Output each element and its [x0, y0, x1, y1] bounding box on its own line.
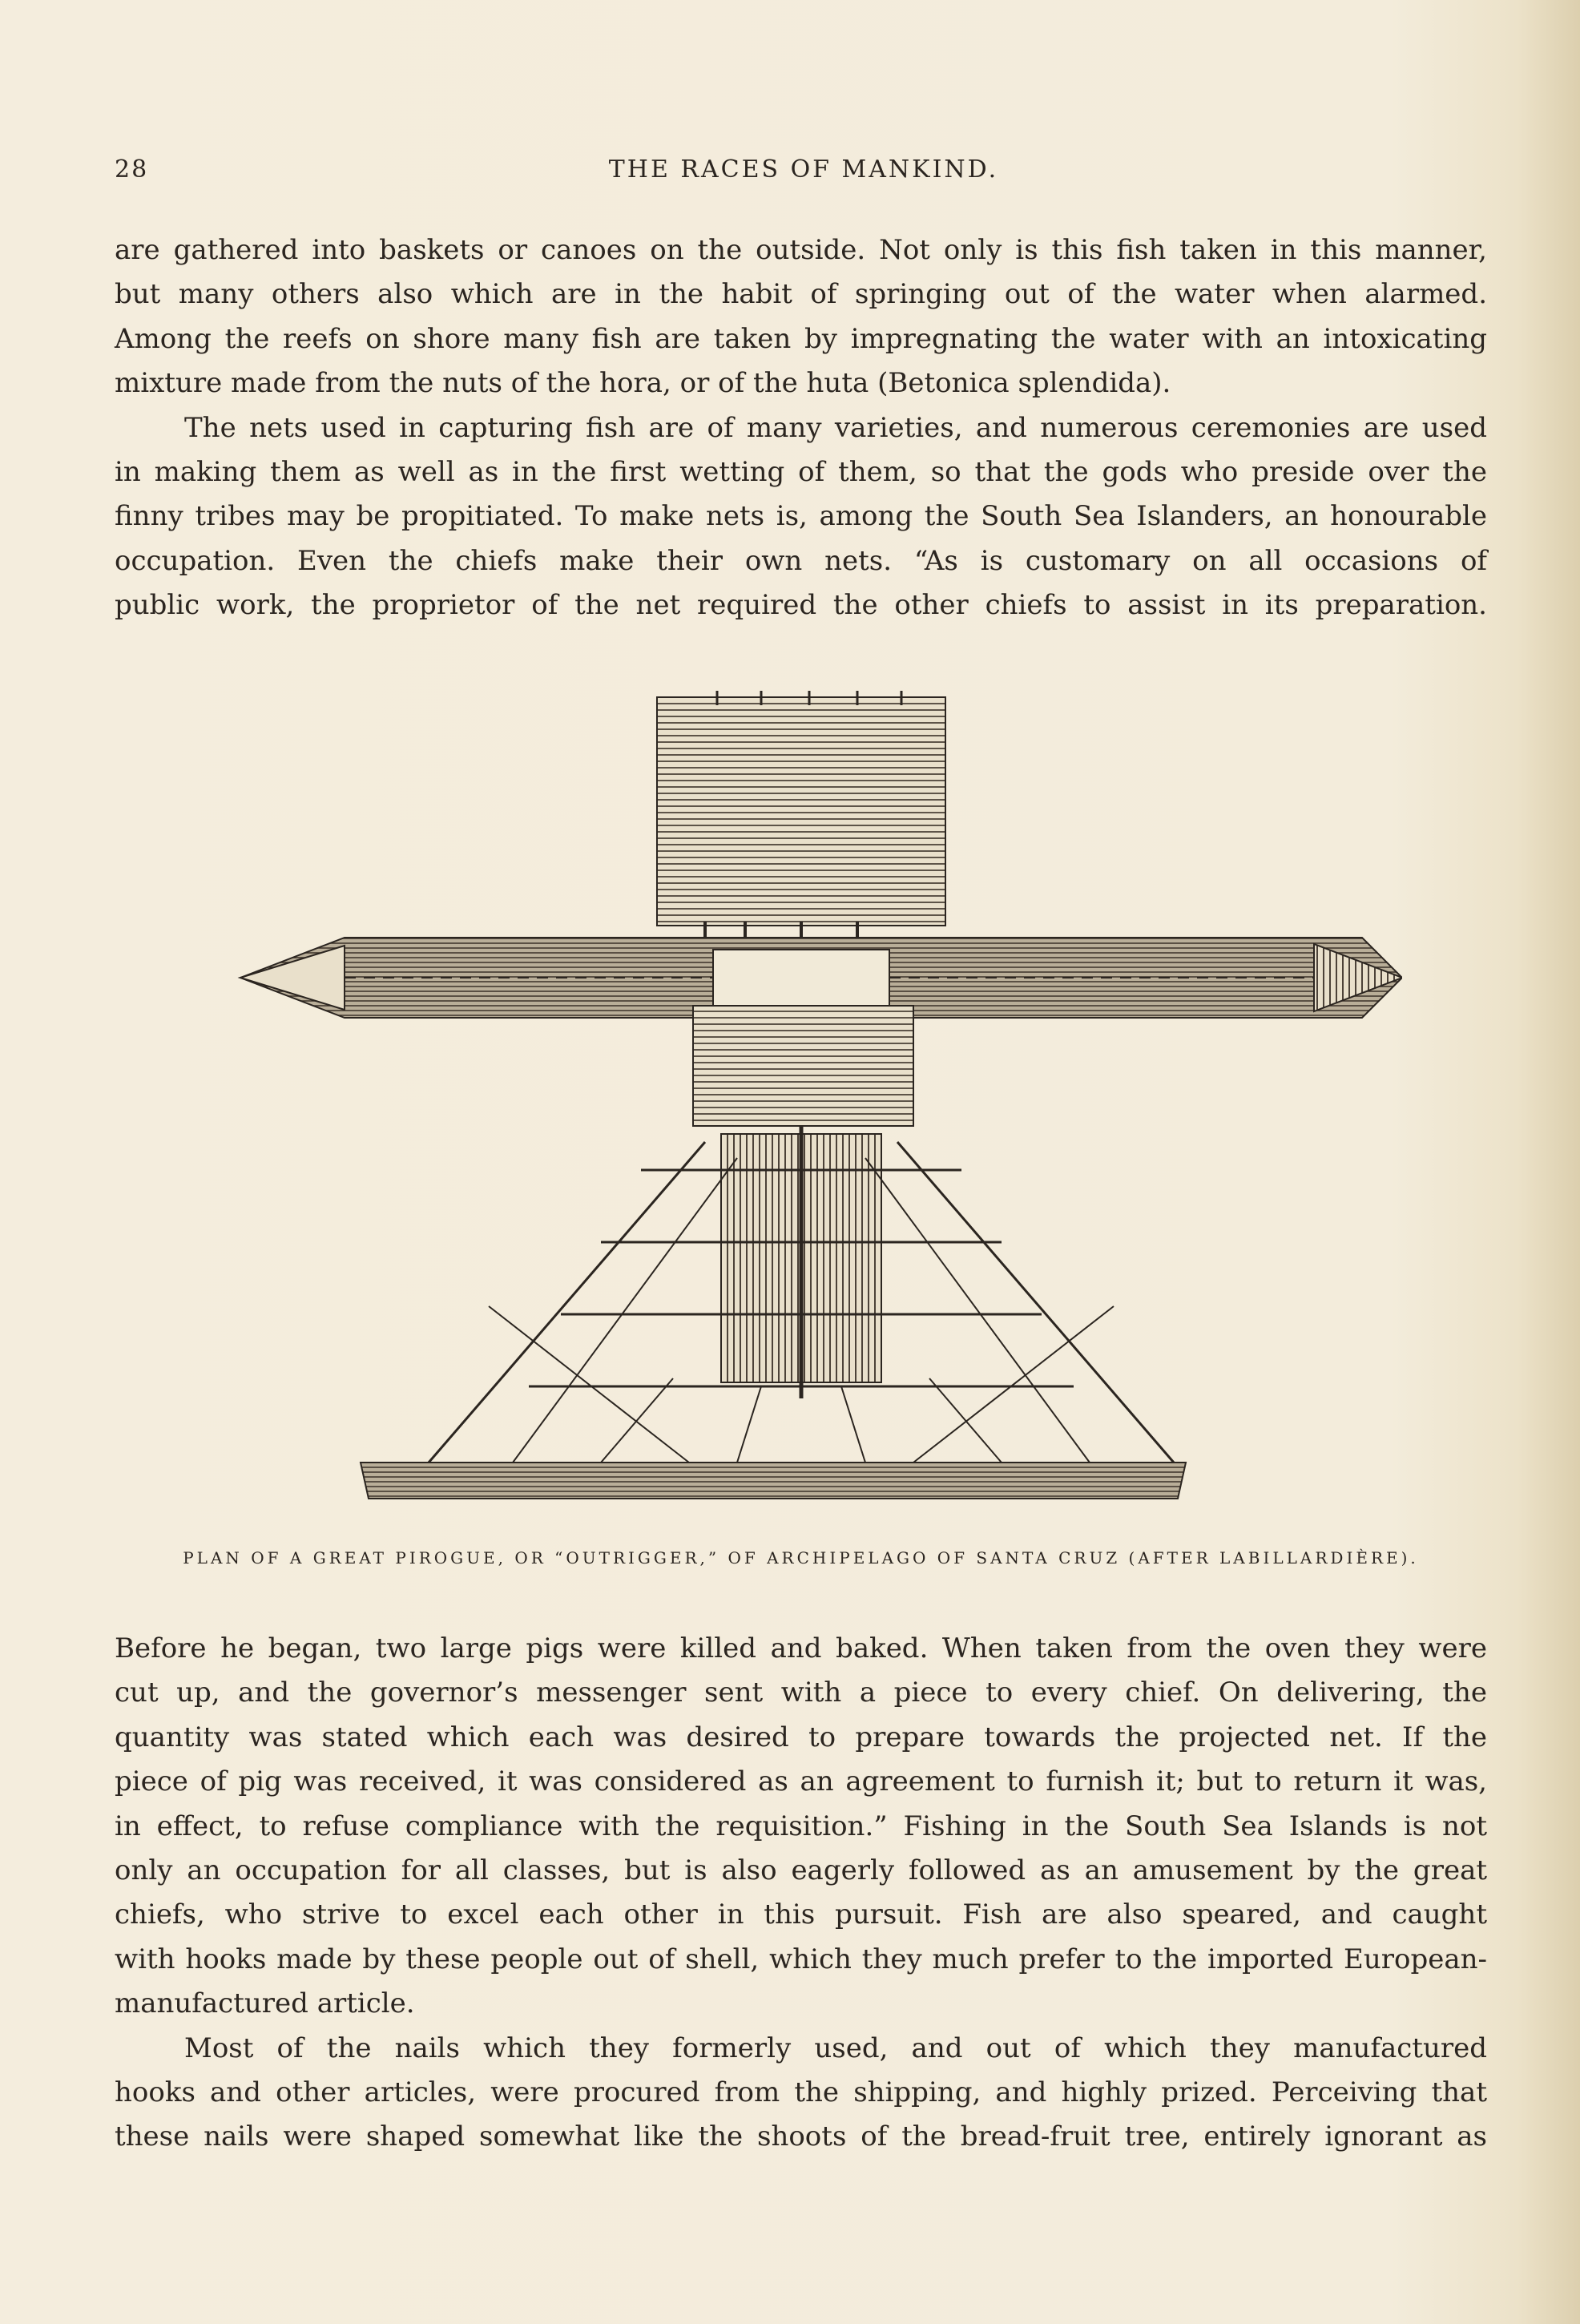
text-line: hooks and other articles, were procured from the shipping, and highly prized. Perceiving that [115, 2076, 1487, 2109]
text-line: only an occupation for all classes, but is also eagerly followed as an amusement by the great [115, 1854, 1487, 1887]
text-line: Before he began, two large pigs were killed and baked. When taken from the oven they were [115, 1632, 1487, 1664]
outrigger-float [361, 1463, 1186, 1499]
outrigger-frame [429, 1126, 1174, 1463]
page-number: 28 [115, 155, 149, 184]
paragraph-start-line: Most of the nails which they formerly used, and out of which they manufactured [184, 2031, 1487, 2064]
text-line: chiefs, who strive to excel each other in this pursuit. Fish are also speared, and caught [115, 1898, 1487, 1931]
body-text-top [115, 228, 1487, 628]
text-line: in making them as well as in the first wetting of them, so that the gods who preside over the [115, 456, 1487, 489]
text-line: occupation. Even the chiefs make their own nets. “As is customary on all occasions of [115, 544, 1487, 577]
body-text-bottom [115, 1627, 1487, 2160]
text-line: quantity was stated which each was desired to prepare towards the projected net. If the [115, 1721, 1487, 1753]
text-line: finny tribes may be propitiated. To make nets is, among the South Sea Islanders, an honourable [115, 500, 1487, 533]
figure-caption: PLAN OF A GREAT PIROGUE, OR “OUTRIGGER,” OF ARCHIPELAGO OF SANTA CRUZ (AFTER LABILLARDIÈRE). [183, 1548, 1419, 1567]
deck-platform [693, 1006, 913, 1126]
text-line: are gathered into baskets or canoes on the outside. Not only is this fish taken in this manner, [115, 234, 1487, 266]
text-line: Among the reefs on shore many fish are taken by impregnating the water with an intoxicating [115, 322, 1487, 355]
text-line: piece of pig was received, it was considered as an agreement to furnish it; but to return it was, [115, 1765, 1487, 1798]
text-line: manufactured article. [115, 1987, 415, 2020]
running-title: THE RACES OF MANKIND. [608, 155, 999, 184]
text-line: mixture made from the nuts of the hora, or of the huta (Betonica splendida). [115, 367, 1171, 400]
text-line: public work, the proprietor of the net required the other chiefs to assist in its preparation. [115, 589, 1487, 622]
text-line: cut up, and the governor’s messenger sent with a piece to every chief. On delivering, the [115, 1676, 1487, 1709]
running-head [115, 155, 1493, 191]
text-line: in effect, to refuse compliance with the requisition.” Fishing in the South Sea Islands is not [115, 1810, 1487, 1842]
text-line: with hooks made by these people out of shell, which they much prefer to the imported European- [115, 1943, 1487, 1975]
pirogue-plan-illustration [224, 681, 1402, 1531]
sail-mat [657, 691, 945, 954]
pirogue-engraving [224, 681, 1402, 1531]
text-line: these nails were shaped somewhat like the shoots of the bread-fruit tree, entirely ignorant as [115, 2120, 1487, 2153]
paragraph-start-line: The nets used in capturing fish are of many varieties, and numerous ceremonies are used [184, 411, 1487, 444]
text-line: but many others also which are in the habit of springing out of the water when alarmed. [115, 278, 1487, 311]
